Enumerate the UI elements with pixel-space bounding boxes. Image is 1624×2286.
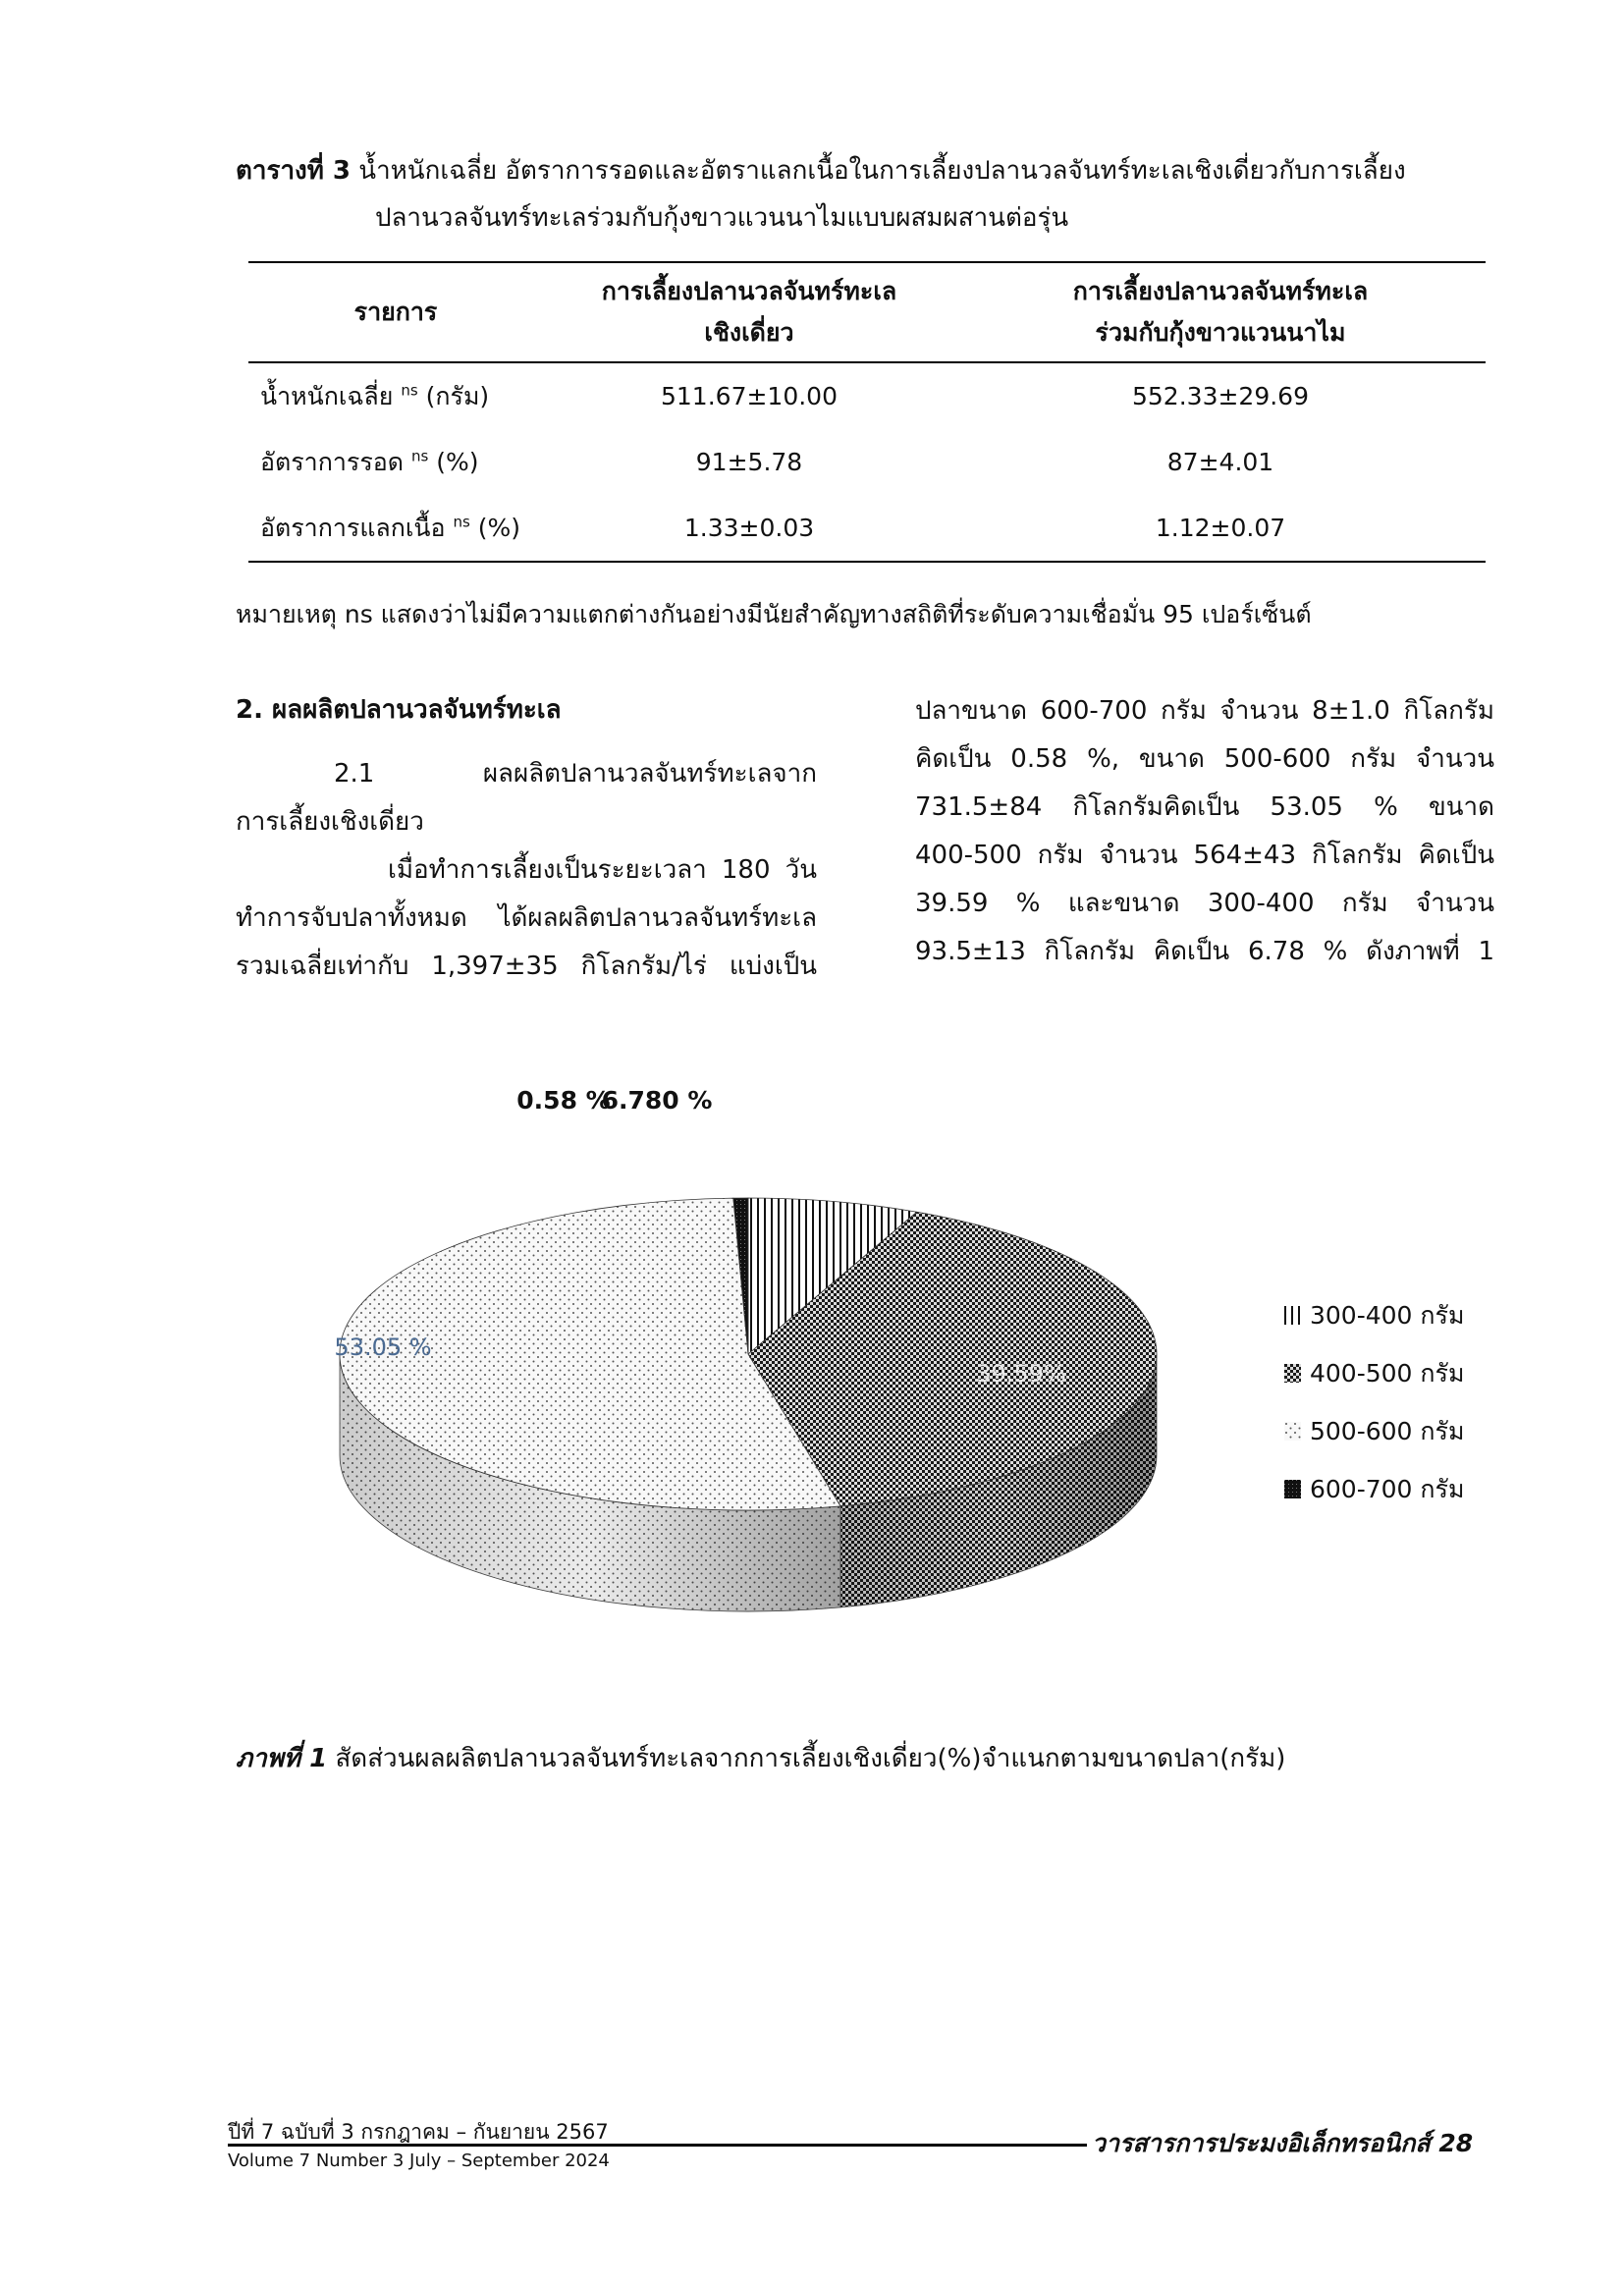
- row-value-polyculture: 87±4.01: [1166, 448, 1274, 476]
- paragraph-line: 39.59 % และขนาด 300-400 กรัม จำนวน: [915, 889, 1494, 918]
- chart-legend: [1284, 1286, 1464, 1518]
- row-value-polyculture: 1.12±0.07: [1155, 514, 1286, 542]
- figure-caption-text: สัดส่วนผลผลิตปลานวลจันทร์ทะเลจากการเลี้ยงเชิงเดี่ยว(%)จำแนกตามขนาดปลา(กรัม): [335, 1744, 1286, 1773]
- section-heading: 2. ผลผลิตปลานวลจันทร์ทะเล: [236, 695, 562, 725]
- legend-swatch-dotted: [1284, 1422, 1301, 1441]
- left-column: [236, 750, 817, 991]
- table-caption-line1: น้ำหนักเฉลี่ย อัตราการรอดและอัตราแลกเนื้อในการเลี้ยงปลานวลจันทร์ทะเลเชิงเดี่ยวกับการเลี้ยง: [358, 156, 1406, 186]
- footer-issue-thai: ปีที่ 7 ฉบับที่ 3 กรกฎาคม – กันยายน 2567: [228, 2120, 609, 2144]
- header-monoculture-line2: เชิงเดี่ยว: [704, 318, 794, 347]
- row-label: [248, 362, 543, 429]
- figure-caption-label: ภาพที่ 1: [236, 1744, 328, 1773]
- table-caption: [236, 147, 1512, 242]
- legend-item-600-700: [1284, 1460, 1464, 1518]
- row-unit: (%): [436, 447, 479, 476]
- legend-label: 500-600 กรัม: [1310, 1416, 1465, 1445]
- table-row: [248, 495, 1486, 562]
- legend-swatch-solid: [1284, 1480, 1301, 1498]
- paragraph-line: ทำการจับปลาทั้งหมด ได้ผลผลิตปลานวลจันทร์ทะเล: [236, 903, 817, 933]
- pie-chart: [324, 1090, 1208, 1660]
- journal-name: วารสารการประมงอิเล็กทรอนิกส์: [1092, 2129, 1431, 2157]
- paragraph-line: การเลี้ยงเชิงเดี่ยว: [236, 807, 424, 837]
- paragraph-line: คิดเป็น 0.58 %, ขนาด 500-600 กรัม จำนวน: [915, 744, 1494, 774]
- paragraph-line: 400-500 กรัม จำนวน 564±43 กิโลกรัม คิดเป็น: [915, 841, 1494, 870]
- page-number: 28: [1438, 2129, 1474, 2157]
- legend-label: 300-400 กรัม: [1310, 1300, 1465, 1330]
- table-note: หมายเหตุ ns แสดงว่าไม่มีความแตกต่างกันอย่างมีนัยสำคัญทางสถิติที่ระดับความเชื่อมั่น 95 เปอร์เซ็นต์: [236, 600, 1312, 628]
- table-row: [248, 362, 1486, 429]
- header-item: รายการ: [353, 298, 438, 326]
- paragraph-line: รวมเฉลี่ยเท่ากับ 1,397±35 กิโลกรัม/ไร่ แบ่งเป็น: [236, 952, 817, 981]
- table-header-row: [248, 262, 1486, 362]
- footer-rule: [228, 2144, 1087, 2147]
- legend-label: 400-500 กรัม: [1310, 1358, 1465, 1388]
- row-unit: (กรัม): [425, 381, 490, 410]
- row-sup: ns: [401, 381, 418, 400]
- paragraph-line: 731.5±84 กิโลกรัมคิดเป็น 53.05 % ขนาด: [915, 792, 1494, 822]
- legend-swatch-checker: [1284, 1364, 1301, 1383]
- row-value-monoculture: 1.33±0.03: [683, 514, 815, 542]
- row-sup: ns: [453, 513, 470, 531]
- header-polyculture-line1: การเลี้ยงปลานวลจันทร์ทะเล: [1072, 277, 1369, 305]
- data-label-500-600: 53.05 %: [334, 1334, 432, 1361]
- row-label-text: น้ำหนักเฉลี่ย: [260, 381, 394, 410]
- row-value-monoculture: 91±5.78: [695, 448, 803, 476]
- figure-caption: [236, 1738, 1285, 1778]
- row-label: [248, 495, 543, 562]
- row-label-text: อัตราการรอด: [260, 447, 404, 476]
- paragraph-line: เมื่อทำการเลี้ยงเป็นระยะเวลา 180 วัน: [388, 855, 817, 885]
- row-label-text: อัตราการแลกเนื้อ: [260, 513, 446, 542]
- legend-item-300-400: [1284, 1286, 1464, 1344]
- footer-issue-english: Volume 7 Number 3 July – September 2024: [228, 2150, 610, 2171]
- header-monoculture-line1: การเลี้ยงปลานวลจันทร์ทะเล: [601, 277, 897, 305]
- header-monoculture: [543, 262, 955, 362]
- legend-label: 600-700 กรัม: [1310, 1474, 1465, 1503]
- header-polyculture-line2: ร่วมกับกุ้งขาวแวนนาไม: [1095, 318, 1346, 347]
- footer-journal: [1092, 2124, 1473, 2163]
- data-label-300-400: 6.780 %: [601, 1090, 713, 1115]
- legend-item-500-600: [1284, 1402, 1464, 1460]
- paragraph-line: ปลาขนาด 600-700 กรัม จำนวน 8±1.0 กิโลกรัม: [915, 696, 1494, 726]
- row-unit: (%): [477, 513, 521, 542]
- header-polyculture: [955, 262, 1486, 362]
- legend-item-400-500: [1284, 1344, 1464, 1402]
- table-row: [248, 429, 1486, 495]
- paragraph-line: 2.1 ผลผลิตปลานวลจันทร์ทะเลจาก: [334, 759, 817, 789]
- row-value-monoculture: 511.67±10.00: [661, 382, 838, 410]
- data-label-400-500: 39.59%: [976, 1360, 1066, 1388]
- data-label-600-700: 0.58 %: [516, 1090, 611, 1115]
- row-sup: ns: [410, 447, 429, 465]
- row-value-polyculture: 552.33±29.69: [1132, 382, 1309, 410]
- table-caption-label: ตารางที่ 3: [236, 156, 352, 186]
- results-table: [248, 261, 1486, 563]
- row-label: [248, 429, 543, 495]
- legend-swatch-vertical-lines: [1284, 1306, 1301, 1325]
- table-caption-line2: ปลานวลจันทร์ทะเลร่วมกับกุ้งขาวแวนนาไมแบบผสมผสานต่อรุ่น: [375, 203, 1069, 233]
- paragraph-line: 93.5±13 กิโลกรัม คิดเป็น 6.78 % ดังภาพที่ 1: [915, 937, 1494, 966]
- right-column: [915, 687, 1494, 976]
